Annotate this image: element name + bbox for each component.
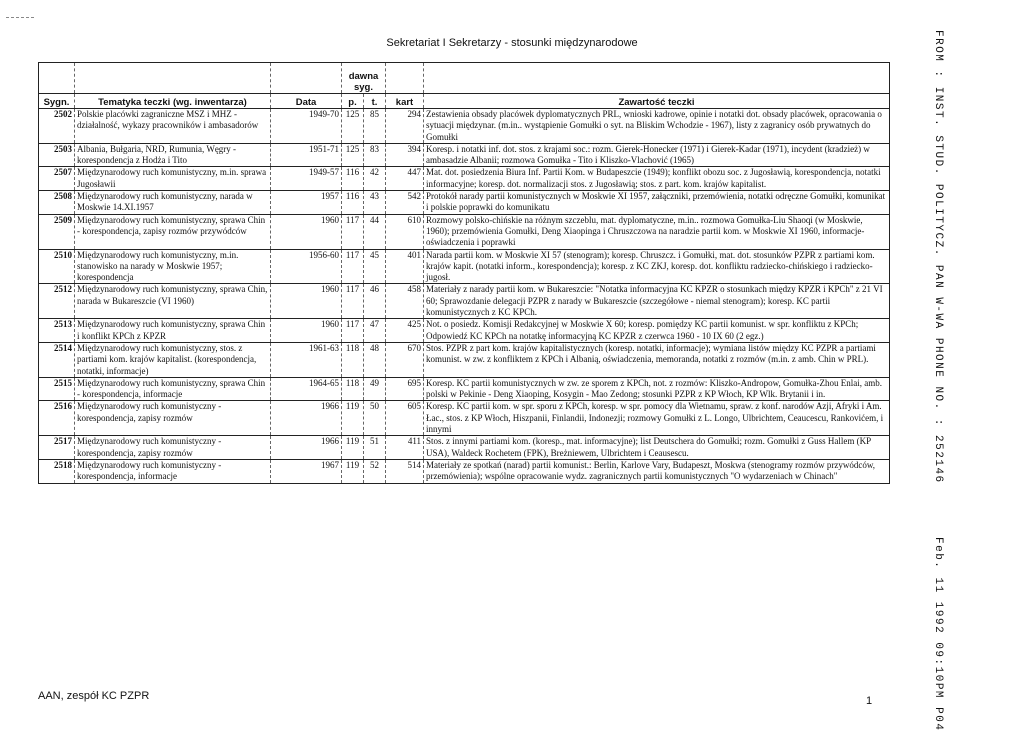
table-row [39,436,890,460]
cell-t: 42 [364,167,386,191]
cell-sygn: 2516 [39,401,75,436]
cell-t: 51 [364,436,386,460]
header-t: t. [364,94,386,109]
cell-sygn: 2508 [39,191,75,215]
cell-sygn: 2514 [39,342,75,377]
cell-t: 47 [364,319,386,343]
table-row [39,319,890,343]
cell-data: 1966 [271,401,342,436]
cell-p: 116 [342,167,364,191]
cell-data: 1960 [271,284,342,319]
header-spacer [386,63,424,94]
cell-t: 46 [364,284,386,319]
table-row [39,459,890,483]
cell-kart: 542 [386,191,424,215]
cell-t: 49 [364,377,386,401]
corner-mark [6,17,34,19]
table-row [39,109,890,144]
cell-t: 48 [364,342,386,377]
cell-p: 119 [342,436,364,460]
header-dawna-syg: dawna syg. [342,63,386,94]
cell-tematyka: Międzynarodowy ruch komunistyczny, m.in. stanowisko na narady w Moskwie 1957; korespondencja [75,249,271,284]
header-p: p. [342,94,364,109]
header-zawartosc: Zawartość teczki [424,94,890,109]
header-spacer [39,63,75,94]
table-row [39,143,890,167]
cell-kart: 447 [386,167,424,191]
cell-tematyka: Międzynarodowy ruch komunistyczny, m.in. sprawa Jugosławii [75,167,271,191]
header-tematyka: Tematyka teczki (wg. inwentarza) [75,94,271,109]
cell-t: 52 [364,459,386,483]
footer-source: AAN, zespół KC PZPR [38,690,150,702]
cell-data: 1960 [271,214,342,249]
cell-zawartosc: Materiały z narady partii kom. w Bukareszcie: "Notatka informacyjna KC KPZR o stosunkach między KPZR i KPCh" z 21 VI 60; Sprawozdanie delegacji PZPR z narady w Bukareszcie (szczegółowe - niemal stenogram); koresp. KC partii komunistycznych z KC KPCh. [424,284,890,319]
cell-sygn: 2507 [39,167,75,191]
cell-zawartosc: Mat. dot. posiedzenia Biura Inf. Partii Kom. w Budapeszcie (1949); konflikt obozu soc. z Jugosławią, korespondencja, notatki informacyjne; koresp. dot. normalizacji stos. z Jugosławią; stos. z part. kom. krajów kapitalist. [424,167,890,191]
cell-sygn: 2510 [39,249,75,284]
header-spacer [424,63,890,94]
table-row [39,284,890,319]
cell-kart: 411 [386,436,424,460]
cell-data: 1956-60 [271,249,342,284]
fax-header-stamp: FROM : INST. STUD. POLITYCZ. PAN W-WA PHONE NO. : 252146 [932,30,944,484]
cell-sygn: 2513 [39,319,75,343]
cell-p: 119 [342,401,364,436]
cell-sygn: 2502 [39,109,75,144]
cell-zawartosc: Stos. z innymi partiami kom. (koresp., mat. informacyjne); list Deutschera do Gomułki; rozm. Gomułki z Guss Hallem (KP USA), Waldeck Rochetem (FPK), Breżniewem, Ulbrichtem i Ceausescu. [424,436,890,460]
cell-sygn: 2517 [39,436,75,460]
cell-tematyka: Albania, Bułgaria, NRD, Rumunia, Węgry - korespondencja z Hodża i Tito [75,143,271,167]
header-data: Data [271,94,342,109]
cell-t: 85 [364,109,386,144]
cell-t: 44 [364,214,386,249]
table-row [39,191,890,215]
cell-kart: 401 [386,249,424,284]
cell-zawartosc: Narada partii kom. w Moskwie XI 57 (stenogram); koresp. Chruszcz. i Gomułki, mat. dot. stosunków PZPR z partiami kom. krajów kapit. (notatki inform., korespondencja); koresp. z KC ZKJ, koresp. dot. konfliktu radziecko-chińskiego i radziecko-jugosł. [424,249,890,284]
cell-zawartosc: Koresp. KC partii kom. w spr. sporu z KPCh, koresp. w spr. pomocy dla Wietnamu, spraw. z konf. narodów Azji, Afryki i Am. Łac., stos. z KP Włoch, Hiszpanii, Finlandii, Indonezji; rozmowy Gomułki z L. Longo, Ulbrichtem, Ceaucescu, Rankovićem, i innymi [424,401,890,436]
table-row [39,377,890,401]
cell-tematyka: Międzynarodowy ruch komunistyczny, sprawa Chin, narada w Bukareszcie (VI 1960) [75,284,271,319]
cell-kart: 425 [386,319,424,343]
cell-p: 125 [342,143,364,167]
table-row [39,401,890,436]
page-title: Sekretariat I Sekretarzy - stosunki międzynarodowe [386,37,638,49]
cell-data: 1961-63 [271,342,342,377]
cell-data: 1951-71 [271,143,342,167]
cell-data: 1967 [271,459,342,483]
cell-p: 117 [342,249,364,284]
cell-tematyka: Międzynarodowy ruch komunistyczny, sprawa Chin - korespondencja, informacje [75,377,271,401]
cell-zawartosc: Protokół narady partii komunistycznych w Moskwie XI 1957, załączniki, przemówienia, notatki odręczne Gomułki, komunikat i polskie poprawki do komunikatu [424,191,890,215]
cell-sygn: 2512 [39,284,75,319]
cell-data: 1949-70 [271,109,342,144]
table-row [39,214,890,249]
table-row [39,342,890,377]
cell-data: 1957 [271,191,342,215]
cell-zawartosc: Rozmowy polsko-chińskie na różnym szczeblu, mat. dyplomatyczne, m.in.. rozmowa Gomułka-Liu Shaoqi (w Moskwie, 1960); przemówienia Gomułki, Deng Xiaopinga i Chruszczowa na naradzie partii kom. w Moskwie XI 1960, informacje-oświadczenia i poprawki [424,214,890,249]
cell-p: 117 [342,284,364,319]
cell-tematyka: Międzynarodowy ruch komunistyczny, sprawa Chin - korespondencja, zapisy rozmów przywódców [75,214,271,249]
cell-kart: 514 [386,459,424,483]
cell-tematyka: Polskie placówki zagraniczne MSZ i MHZ - działalność, wykazy pracowników i ambasadorów [75,109,271,144]
cell-tematyka: Międzynarodowy ruch komunistyczny - korespondencja, informacje [75,459,271,483]
table-header-row-top [39,63,890,94]
page-number: 1 [866,695,873,707]
cell-tematyka: Międzynarodowy ruch komunistyczny, stos. z partiami kom. krajów kapitalist. (korespondencja, notatki, informacje) [75,342,271,377]
cell-zawartosc: Materiały ze spotkań (narad) partii komunist.: Berlin, Karlove Vary, Budapeszt, Moskwa (stenogramy rozmów przywódców, przemówienia); wspólne opracowanie wydz. zagranicznych partii komunistycznych "O wydarzeniach w Chinach" [424,459,890,483]
cell-kart: 670 [386,342,424,377]
cell-zawartosc: Koresp. KC partii komunistycznych w zw. ze sporem z KPCh, not. z rozmów: Kliszko-Andropow, Gomułka-Zhou Enlai, amb. polski w Pekinie - Deng Xiaoping, Kosygin - Mao Zedong; stosunki PZPR z KP Włoch, KP Wlk. Brytanii i in. [424,377,890,401]
table-row [39,167,890,191]
cell-tematyka: Międzynarodowy ruch komunistyczny, narada w Moskwie 14.XI.1957 [75,191,271,215]
cell-p: 117 [342,319,364,343]
header-kart: kart [386,94,424,109]
cell-p: 119 [342,459,364,483]
cell-t: 50 [364,401,386,436]
cell-data: 1949-57 [271,167,342,191]
cell-kart: 394 [386,143,424,167]
cell-tematyka: Międzynarodowy ruch komunistyczny - korespondencja, zapisy rozmów [75,436,271,460]
header-spacer [75,63,271,94]
cell-p: 118 [342,342,364,377]
header-sygn: Sygn. [39,94,75,109]
cell-p: 116 [342,191,364,215]
cell-sygn: 2518 [39,459,75,483]
cell-t: 45 [364,249,386,284]
cell-t: 83 [364,143,386,167]
cell-sygn: 2503 [39,143,75,167]
inventory-table [38,62,890,484]
cell-kart: 605 [386,401,424,436]
cell-data: 1960 [271,319,342,343]
cell-zawartosc: Not. o posiedz. Komisji Redakcyjnej w Moskwie X 60; koresp. pomiędzy KC partii komunist. w spr. konfliktu z KPCh; Odpowiedź KC KPCh na notatkę informacyjną KC KPZR z czerwca 1960 - 10 IX 60 (2 egz.) [424,319,890,343]
cell-p: 118 [342,377,364,401]
cell-kart: 294 [386,109,424,144]
cell-p: 117 [342,214,364,249]
cell-sygn: 2509 [39,214,75,249]
cell-sygn: 2515 [39,377,75,401]
cell-zawartosc: Zestawienia obsady placówek dyplomatycznych PRL, wnioski kadrowe, opinie i notatki dot. obsady placówek, opracowania o sytuacji międzynar. (m.in.. wystąpienie Gomułki o syt. na Bliskim Wchodzie - 1967), listy z zagranicy osób prywatnych do Gomułki [424,109,890,144]
table-header-row [39,94,890,109]
cell-tematyka: Międzynarodowy ruch komunistyczny - korespondencja, zapisy rozmów [75,401,271,436]
cell-kart: 458 [386,284,424,319]
cell-kart: 610 [386,214,424,249]
cell-data: 1966 [271,436,342,460]
cell-zawartosc: Stos. PZPR z part kom. krajów kapitalistycznych (koresp. notatki, informacje); wymiana listów między KC PZPR a partiami komunist. w zw. z konfliktem z KPCh i Albanią, oświadczenia, memoranda, notatki z rozmów (m.in. z amb. Chin w PRL). [424,342,890,377]
cell-t: 43 [364,191,386,215]
header-spacer [271,63,342,94]
cell-tematyka: Międzynarodowy ruch komunistyczny, sprawa Chin i konflikt KPCh z KPZR [75,319,271,343]
cell-kart: 695 [386,377,424,401]
table-row [39,249,890,284]
cell-data: 1964-65 [271,377,342,401]
cell-zawartosc: Koresp. i notatki inf. dot. stos. z krajami soc.: rozm. Gierek-Honecker (1971) i Gierek-Kadar (1971), incydent (kradzież) w ambasadzie Albanii; rozmowa Gomułka - Tito i Kliszko-Vlachović (1965) [424,143,890,167]
fax-date-stamp: Feb. 11 1992 09:10PM P04 [932,537,944,732]
cell-p: 125 [342,109,364,144]
